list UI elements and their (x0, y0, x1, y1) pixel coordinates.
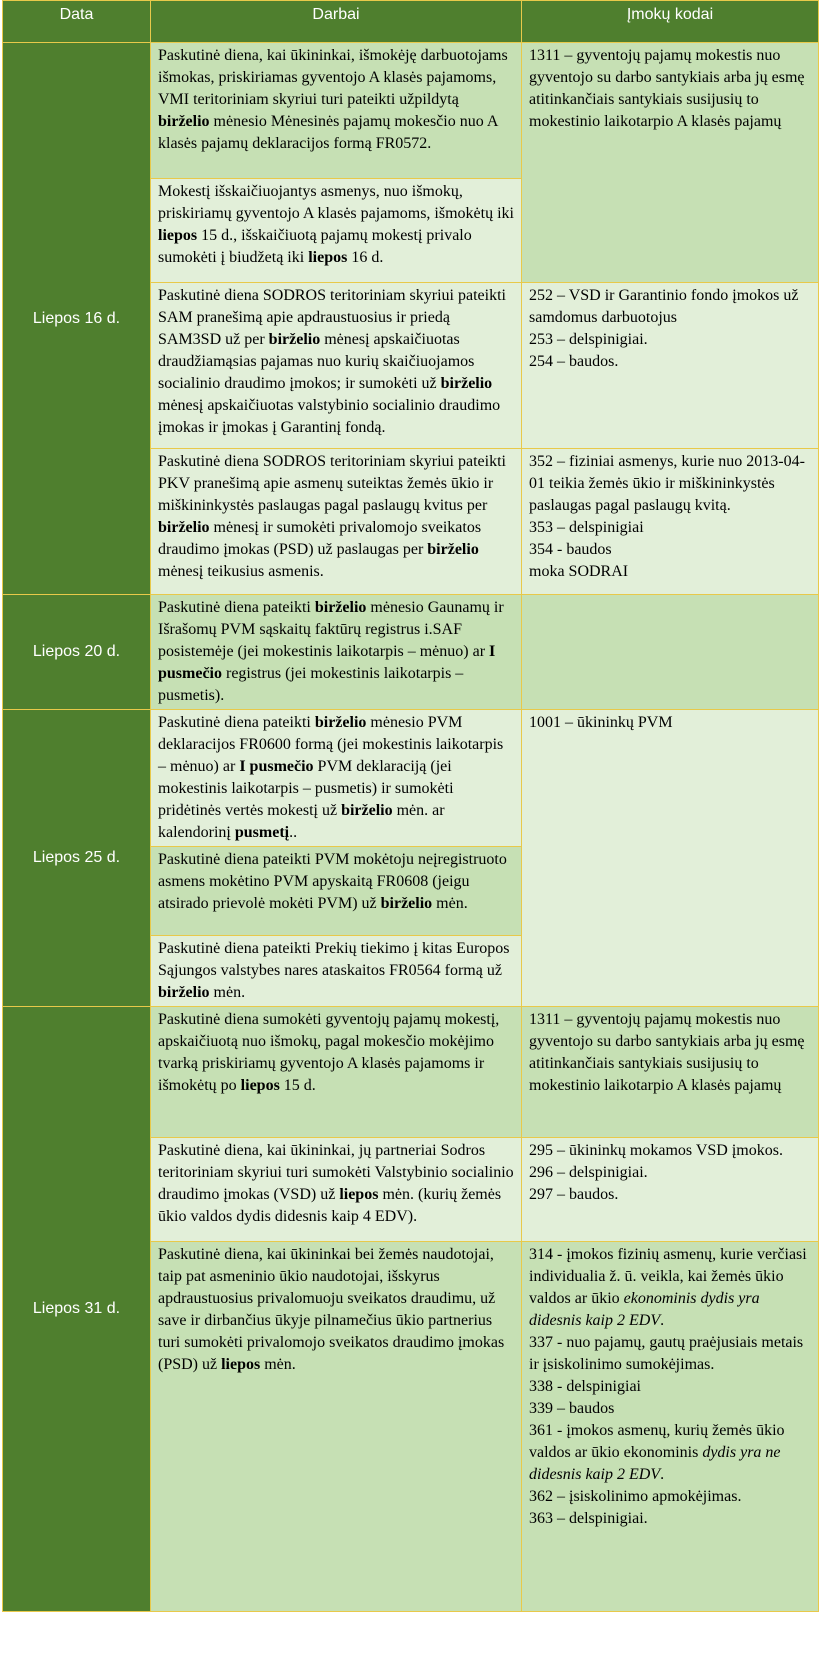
table-row (3, 595, 819, 710)
date-cell: Liepos 25 d. (3, 710, 151, 1007)
header-codes: Įmokų kodai (522, 1, 819, 43)
code-cell: 252 – VSD ir Garantinio fondo įmokos už samdomus darbuotojus 253 – delspinigiai. 254 – baudos. (522, 282, 819, 448)
table-row (3, 1007, 819, 1138)
code-cell: 1311 – gyventojų pajamų mokestis nuo gyventojo su darbo santykiais arba jų esmę atitinkančiais santykiais susijusių to mokestinio laikotarpio A klasės pajamų (522, 1007, 819, 1138)
code-cell: 295 – ūkininkų mokamos VSD įmokos. 296 – delspinigiai. 297 – baudos. (522, 1137, 819, 1241)
table-row (3, 710, 819, 847)
work-cell: Paskutinė diena pateikti birželio mėnesio PVM deklaracijos FR0600 formą (jei mokestinis laikotarpis – mėnuo) ar I pusmečio PVM deklaraciją (jei mokestinis laikotarpis – pusmetis) ir sumokėti pridėtinės vertės mokestį už birželio mėn. ar kalendorinį pusmetį.. (151, 710, 522, 847)
header-row (3, 1, 819, 43)
code-cell: 1311 – gyventojų pajamų mokestis nuo gyventojo su darbo santykiais arba jų esmę atitinkančiais santykiais susijusių to mokestinio laikotarpio A klasės pajamų (522, 43, 819, 283)
work-cell: Paskutinė diena, kai ūkininkai bei žemės naudotojai, taip pat asmeninio ūkio naudotojai, išskyrus apdraustuosius privalomuoju sveikatos draudimu, už save ir dirbančius ūkyje pilnamečius ūkio partnerius turi sumokėti privalomojo sveikatos draudimo įmokas (PSD) už liepos mėn. (151, 1242, 522, 1612)
table-row (3, 43, 819, 179)
work-cell: Paskutinė diena, kai ūkininkai, jų partneriai Sodros teritoriniam skyriui turi sumokėti Valstybinio socialinio draudimo įmokas (VSD) už liepos mėn. (kurių žemės ūkio valdos dydis didesnis kaip 4 EDV). (151, 1137, 522, 1241)
work-cell: Paskutinė diena SODROS teritoriniam skyriui pateikti SAM pranešimą apie apdraustuosius ir priedą SAM3SD už per birželio mėnesį apskaičiuotas draudžiamąsias pajamas nuo kurių skaičiuojamos socialinio draudimo įmokos; ir sumokėti už birželio mėnesį apskaičiuotas valstybinio socialinio draudimo įmokas ir įmokas į Garantinį fondą. (151, 282, 522, 448)
work-cell: Paskutinė diena pateikti Prekių tiekimo į kitas Europos Sąjungos valstybes nares ataskaitos FR0564 formą už birželio mėn. (151, 936, 522, 1007)
code-cell: 1001 – ūkininkų PVM (522, 710, 819, 1007)
work-cell: Paskutinė diena sumokėti gyventojų pajamų mokestį, apskaičiuotą nuo išmokų, pagal mokesčio mokėjimo tvarką priskiriamų gyventojo A klasės pajamoms ir išmokėtų po liepos 15 d. (151, 1007, 522, 1138)
work-cell: Paskutinė diena pateikti birželio mėnesio Gaunamų ir Išrašomų PVM sąskaitų faktūrų registrus i.SAF posistemėje (jei mokestinis laikotarpis – mėnuo) ar I pusmečio registrus (jei mokestinis laikotarpis – pusmetis). (151, 595, 522, 710)
code-cell: 314 - įmokos fizinių asmenų, kurie verčiasi individualia ž. ū. veikla, kai žemės ūkio valdos ar ūkio ekonominis dydis yra didesnis kaip 2 EDV. 337 - nuo pajamų, gautų praėjusiais metais ir įsiskolinimo sumokėjimas. 338 - delspinigiai 339 – baudos 361 - įmokos asmenų, kurių žemės ūkio valdos ar ūkio ekonominis dydis yra ne didesnis kaip 2 EDV. 362 – įsiskolinimo apmokėjimas. 363 – delspinigiai. (522, 1242, 819, 1612)
code-cell (522, 595, 819, 710)
work-cell: Mokestį išskaičiuojantys asmenys, nuo išmokų, priskiriamų gyventojo A klasės pajamoms, išmokėtų iki liepos 15 d., išskaičiuotą pajamų mokestį privalo sumokėti į biudžetą iki liepos 16 d. (151, 178, 522, 282)
header-date: Data (3, 1, 151, 43)
date-cell: Liepos 16 d. (3, 43, 151, 595)
work-cell: Paskutinė diena, kai ūkininkai, išmokėję darbuotojams išmokas, priskiriamas gyventojo A klasės pajamoms, VMI teritoriniam skyriui turi pateikti užpildytą birželio mėnesio Mėnesinės pajamų mokesčio nuo A klasės pajamų deklaracijos formą FR0572. (151, 43, 522, 179)
code-cell: 352 – fiziniai asmenys, kurie nuo 2013-04-01 teikia žemės ūkio ir miškininkystės paslaugas pagal paslaugų kvitą. 353 – delspinigiai 354 - baudos moka SODRAI (522, 448, 819, 594)
work-cell: Paskutinė diena pateikti PVM mokėtoju neįregistruoto asmens mokėtino PVM apyskaitą FR0608 (jeigu atsirado prievolė mokėti PVM) už birželio mėn. (151, 847, 522, 936)
date-cell: Liepos 31 d. (3, 1007, 151, 1612)
header-works: Darbai (151, 1, 522, 43)
tax-calendar-table (2, 0, 819, 1612)
date-cell: Liepos 20 d. (3, 595, 151, 710)
work-cell: Paskutinė diena SODROS teritoriniam skyriui pateikti PKV pranešimą apie asmenų suteiktas žemės ūkio ir miškininkystės paslaugas pagal paslaugų kvitus per birželio mėnesį ir sumokėti privalomojo sveikatos draudimo įmokas (PSD) už paslaugas per birželio mėnesį teikusius asmenis. (151, 448, 522, 594)
